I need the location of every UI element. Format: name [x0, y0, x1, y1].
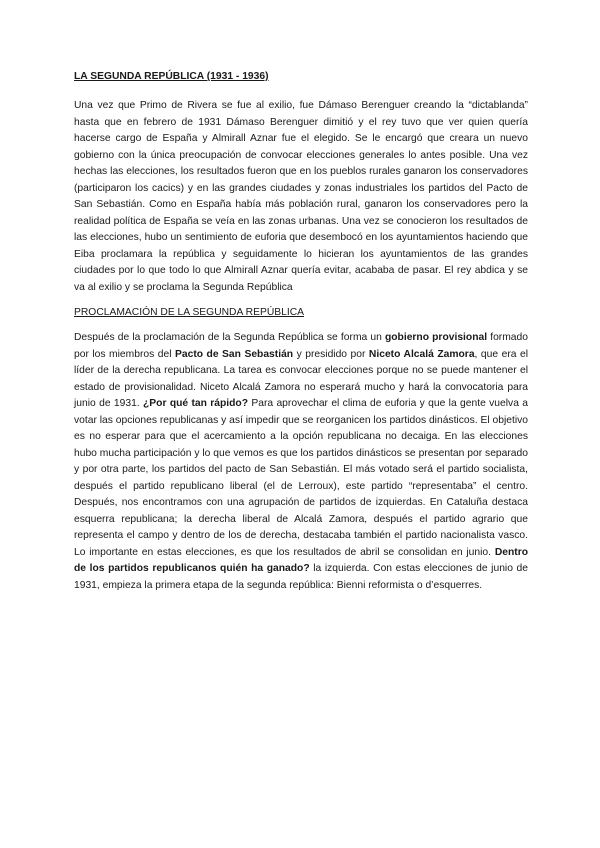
document-title: LA SEGUNDA REPÚBLICA (1931 - 1936): [74, 71, 269, 82]
section-title-proclamacion: PROCLAMACIÓN DE LA SEGUNDA REPÚBLICA: [74, 307, 305, 318]
text-run: y presidido por: [293, 348, 369, 360]
text-run: Para aprovechar el clima de euforia y que la gente vuelva a votar las opciones republicanas y así impedir que se reorganicen los partidos dinásticos. El objetivo es no esperar para que el acercamiento a la opción republicana no decaiga. En las elecciones hubo mucha participación y lo que vemos es que los partidos dinásticos se presentan por separado y por otra parte, los partidos del pacto de San Sebastián. El más votado será el partido socialista, después el partido republicano liberal (el de Lerroux), este partido “representaba” el centro. Después, nos encontramos con una agrupación de partidos de izquierdas. En Cataluña destaca esquerra republicana; la derecha liberal de Alcalá Zamora, después el partido agrario que representa el campo y dentro de los de derecha, destacaba también el partido nacionalista vasco. Lo importante en estas elecciones, es que los resultados de abril se consolidan en junio.: [74, 398, 528, 558]
bold-term-gobierno-provisional: gobierno provisional: [384, 332, 488, 343]
text-run: la izquierda. Con estas elecciones de junio de 1931, empieza la primera etapa de la segunda república: Bienni reformista o d’esquerres.: [74, 563, 528, 591]
bold-term-pacto-san-sebastian: Pacto de San Sebastián: [175, 348, 294, 360]
text-run: formado por los miembros del: [74, 332, 528, 360]
bold-term-niceto-alcala-zamora: Niceto Alcalá Zamora: [368, 348, 475, 360]
paragraph-intro: Una vez que Primo de Rivera se fue al exilio, fue Dámaso Berenguer creando la “dictablanda” hasta que en febrero de 1931 Dámaso Berenguer dimitió y el rey tuvo que ver quien quería hacerse cargo de España y Almirall Aznar fue el elegido. Se le encargó que creara un nuevo gobierno con la única preocupación de convocar elecciones generales lo antes posible. Una vez hechas las elecciones, los resultados fueron que en los pueblos rurales ganaron los conservadores (participaron los cacics) y en las grandes ciudades y zonas industriales los partidos del Pacto de San Sebastián. Como en España había más población rural, ganaron los conservadores pero la realidad política de España se veía en las zonas urbanas. Una vez se conocieron los resultados de las elecciones, hubo un sentimiento de euforia que desembocó en los ayuntamientos haciendo que Eiba proclamara la república y seguidamente lo hicieran los ayuntamientos de las grandes ciudades por lo que todo lo que Almirall Aznar quería evitar, acababa de pasar. El rey abdica y se va al exilio y se proclama la Segunda República: [74, 100, 528, 293]
text-run: , que era el líder de la derecha republicana. La tarea es convocar elecciones porque no se puede mantener el estado de provisionalidad. Niceto Alcalá Zamora no esperará mucho y hará la convocatoria para junio de 1931.: [74, 348, 528, 409]
paragraph-proclamacion: [74, 330, 528, 594]
bold-question-por-que-tan-rapido: ¿Por qué tan rápido?: [143, 398, 249, 409]
bold-question-quien-ha-ganado: Dentro de los partidos republicanos quién ha ganado?: [74, 546, 528, 574]
text-run: Después de la proclamación de la Segunda República se forma un: [74, 332, 385, 343]
